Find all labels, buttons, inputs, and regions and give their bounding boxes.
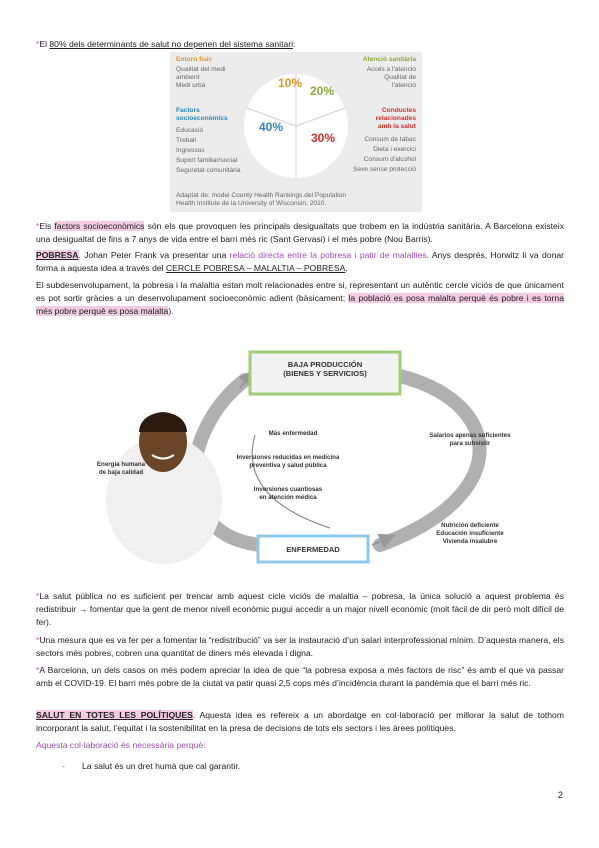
inner-curve bbox=[252, 435, 330, 528]
top-box-line2: (BIENES Y SERVICIOS) bbox=[283, 369, 367, 378]
behav-heading: amb la salut bbox=[377, 123, 416, 130]
asterisk-icon: * bbox=[36, 635, 40, 645]
determinants-figure bbox=[170, 52, 422, 212]
behav-item: Sexe sense protecció bbox=[352, 166, 416, 173]
paragraph-socio: *Els factors socioeconòmics són els que provoquen les principals desigualtats que trobem en la indústria sanitària. A Barcelona existeix una desigualtat de fins a 7 anys de vida entre el barri més ric (Sant Gervasi) i el més pobre (Nou Barris). bbox=[36, 221, 565, 244]
paragraph-barcelona: *A Barcelona, un dels casos on més podem apreciar la idea de que “la pobresa exposa a més factors de risc” és amb el que va passar amb el COVID-19. El barri més pobre de la ciutat va patir quasi 2,5 cops més d’incidència durant la pandèmia que el barri més ric. bbox=[36, 665, 564, 688]
env-item: Qualitat del medi bbox=[176, 66, 226, 73]
care-item: Accés a l'atenció bbox=[366, 66, 416, 73]
fig1-caption: Adaptat de: model County Health Rankings del Population bbox=[176, 192, 347, 199]
woman-hair bbox=[139, 413, 187, 433]
socio-item: Treball bbox=[176, 137, 196, 144]
env-item: ambient bbox=[176, 74, 200, 81]
energy-line2: de baja calidad bbox=[98, 469, 144, 476]
energy-line1: Energía humana bbox=[96, 461, 146, 468]
behav-heading: Conductes bbox=[381, 107, 416, 114]
nutrition-line1: Nutrición deficiente bbox=[441, 522, 499, 529]
socio-heading: socioeconòmics bbox=[176, 115, 228, 122]
list-item: - La salut és un dret humà que cal garantir. bbox=[62, 761, 241, 771]
env-item: Medi urbà bbox=[176, 82, 206, 89]
reduced-inv-line2: preventiva y salud pública bbox=[249, 462, 327, 469]
fig1-caption: Health Institute de la University of Wisconsin, 2010. bbox=[176, 200, 327, 207]
socio-item: Seguretat comunitària bbox=[176, 167, 241, 174]
salaries-line2: para subsistir bbox=[449, 440, 491, 447]
behav-item: Consum d'alcohol bbox=[363, 156, 416, 163]
bottom-box: ENFERMEDAD bbox=[286, 545, 340, 554]
big-inv-line1: Inversiones cuantiosas bbox=[253, 486, 323, 493]
page-number: 2 bbox=[557, 790, 563, 800]
asterisk-icon: * bbox=[36, 221, 40, 231]
salaries-line1: Salarios apenas suficientes bbox=[429, 432, 511, 439]
vicious-circle-figure bbox=[30, 340, 570, 580]
care-item: l'atenció bbox=[392, 82, 416, 89]
cercle-link[interactable]: CERCLE POBRESA – MALALTIA – POBRESA bbox=[165, 263, 346, 273]
intro-link[interactable]: 80% dels determinants de salut no depenen del sistema sanitari bbox=[49, 39, 294, 49]
socio-item: Ingressos bbox=[176, 147, 205, 154]
care-item: Qualitat de bbox=[384, 74, 416, 81]
more-disease: Más enfermedad bbox=[268, 430, 318, 437]
paragraph-salut-publica: *La salut pública no es suficient per trencar amb aquest cicle viciós de malaltia – pobresa, la única solució a aquest problema és redistribuir → fomentar que la gent de menor nivell econòmic pugui accedir a un major nivell econòmic (molt fàcil de dir però molt difícil de fer). bbox=[36, 591, 564, 627]
asterisk-icon: * bbox=[36, 665, 40, 675]
behav-item: Consum de tabac bbox=[364, 136, 416, 143]
pct-behav: 30% bbox=[311, 131, 336, 145]
dash-bullet-icon: - bbox=[62, 761, 65, 771]
behav-item: Dieta i exercici bbox=[373, 146, 416, 153]
paragraph-pobresa: POBRESA. Johan Peter Frank va presentar una relació directa entre la pobresa i patir de malalties. Anys després, Horwitz li va donar forma a aquesta idea a través del CERCLE POBRESA – MALALTIA – POBRESA. bbox=[36, 250, 564, 273]
reduced-inv-line1: Inversiones reducidas en medicina bbox=[236, 454, 340, 461]
cycle-arc-right bbox=[360, 370, 480, 545]
behav-heading: relacionades bbox=[375, 115, 416, 122]
nutrition-line3: Vivienda insalubre bbox=[442, 538, 498, 545]
care-heading: Atenció sanitària bbox=[362, 56, 416, 63]
nutrition-line2: Educación insuficiente bbox=[436, 530, 504, 537]
paragraph-subdesenvolupament: El subdesenvolupament, la pobresa i la malaltia estan molt relacionades entre si, representant un autèntic cercle viciós de que únicament es pot sortir gràcies a un desenvolupament socioeconòmic adient (bàsicament; la població es posa malalta perquè és pobre i es torna més pobre perquè es posa malalta). bbox=[36, 280, 564, 316]
top-box-line1: BAJA PRODUCCIÓN bbox=[287, 360, 363, 369]
pct-care: 20% bbox=[310, 84, 335, 98]
socio-item: Educació bbox=[176, 127, 204, 134]
paragraph-salut-politiques: SALUT EN TOTES LES POLÍTIQUES. Aquesta idea es refereix a un abordatge en col·laboració per millorar la salut de tothom incorporant la salut, l’equitat i la sostenibilitat en la presa de decisions de tots els sectors i les àrees polítiques. bbox=[36, 710, 564, 733]
asterisk-icon: * bbox=[36, 591, 40, 601]
pct-socio: 40% bbox=[259, 120, 284, 134]
socio-item: Suport familiar/social bbox=[176, 157, 238, 164]
asterisk-icon: * bbox=[36, 39, 40, 49]
pct-env: 10% bbox=[278, 76, 303, 90]
paragraph-collaboracio: Aquesta col·laboració és necessària perquè: bbox=[36, 740, 206, 750]
intro-line: *El 80% dels determinants de salut no depenen del sistema sanitari: bbox=[36, 39, 296, 49]
socio-heading: Factors bbox=[176, 107, 200, 114]
big-inv-line2: en atención médica bbox=[259, 494, 317, 501]
paragraph-mesura: *Una mesura que es va fer per a fomentar la “redistribució” va ser la instauració d’un salari interprofessional mínim. D’aquesta manera, els sectors més pobres, cobren una quantitat de diners més elevada i digna. bbox=[36, 635, 564, 658]
env-heading: Entorn físic bbox=[176, 56, 213, 63]
